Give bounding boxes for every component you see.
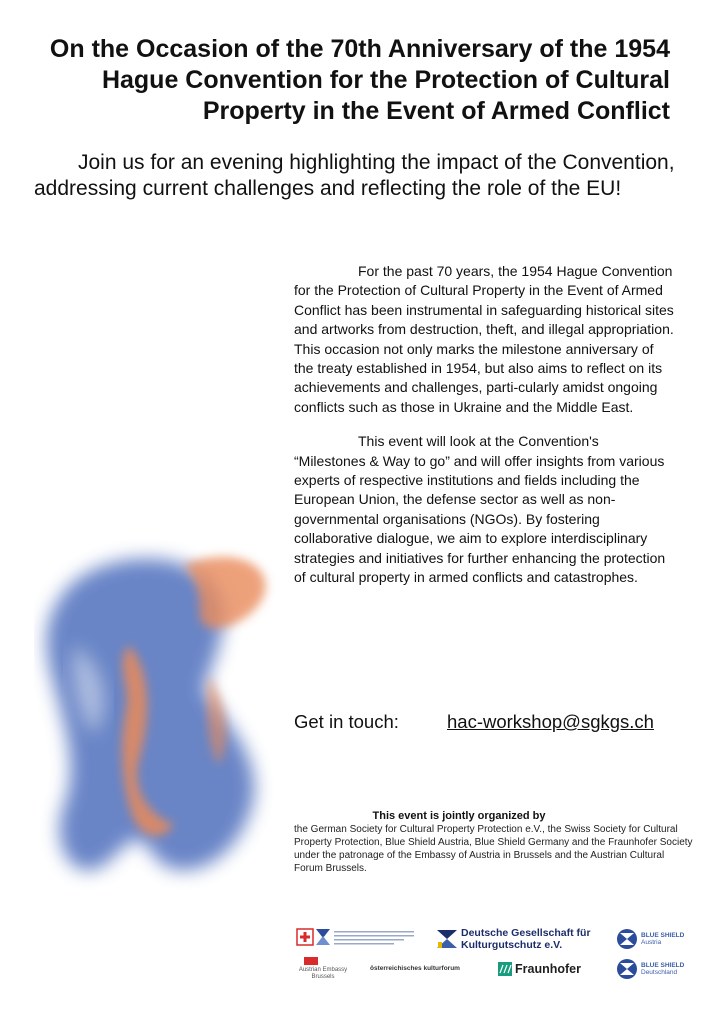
blue-shield-icon — [616, 928, 638, 950]
fraunhofer-icon — [498, 962, 512, 976]
blue-shield-austria-name: BLUE SHIELD — [641, 932, 685, 939]
description-paragraph-1: For the past 70 years, the 1954 Hague Convention for the Protection of Cultural Property in the Event of Armed Conflict has been instrumental in safeguarding historical sites and artworks from destruction, theft, and illegal appropriation. This occasion not only marks the milestone anniversary of the treaty established in 1954, but also aims to reflect on its achievements and challenges, parti-cularly amidst ongoing conflicts such as those in Ukraine and the Middle East. — [294, 263, 674, 415]
dgks-logo — [436, 927, 611, 951]
blue-shield-germany-country: Deutschland — [641, 969, 678, 976]
blue-shield-icon — [616, 958, 638, 980]
blue-shield-germany-logo — [616, 958, 684, 980]
kulturforum-logo: österreichisches kulturforum — [370, 965, 460, 972]
abstract-blob-graphic — [34, 525, 279, 905]
fraunhofer-logo — [498, 962, 581, 976]
organizers-text: the German Society for Cultural Property Protection e.V., the Swiss Society for Cultural Property Protection, Blue Shield Austria, Blue Shield Germany and the Fraunhofer Society under the patronage of the Embassy of Austria in Brussels and the Austrian Cultural Forum Brussels. — [294, 824, 693, 874]
event-subtitle: Join us for an evening highlighting the impact of the Convention, addressing current challenges and reflecting the role of the EU! — [34, 151, 675, 200]
blue-shield-austria-logo — [616, 928, 684, 950]
austria-flag-icon — [304, 957, 318, 965]
event-description — [294, 262, 674, 603]
embassy-label: Austrian Embassy Brussels — [298, 967, 348, 980]
fraunhofer-label: Fraunhofer — [515, 962, 581, 976]
swiss-society-icon — [296, 925, 421, 953]
blue-shield-austria-country: Austria — [641, 939, 662, 946]
event-title: On the Occasion of the 70th Anniversary of the 1954 Hague Convention for the Protection of Cultural Property in the Event of Armed Conflict — [49, 35, 670, 125]
contact-label: Get in touch: — [294, 711, 399, 732]
dgks-emblem-icon — [436, 928, 458, 950]
blue-shield-germany-name: BLUE SHIELD — [641, 962, 685, 969]
description-paragraph-2: This event will look at the Convention's “Milestones & Way to go” and will offer insights from various experts of respective institutions and fields including the European Union, the defense sector as well as non-governmental organisations (NGOs). By fostering collaborative dialogue, we aim to explore interdisciplinary strategies and initiatives for further enhancing the protection of cultural property in armed conflicts and catastrophes. — [294, 433, 666, 586]
swiss-society-logo — [296, 925, 421, 953]
austrian-embassy-logo — [298, 957, 358, 981]
dgks-label: Deutsche Gesellschaft für Kulturgutschutz e.V. — [461, 927, 591, 951]
organizers-heading: This event is jointly organized by — [372, 810, 546, 822]
contact-email-link[interactable]: hac-workshop@sgkgs.ch — [447, 711, 654, 732]
contact-line — [294, 711, 694, 733]
